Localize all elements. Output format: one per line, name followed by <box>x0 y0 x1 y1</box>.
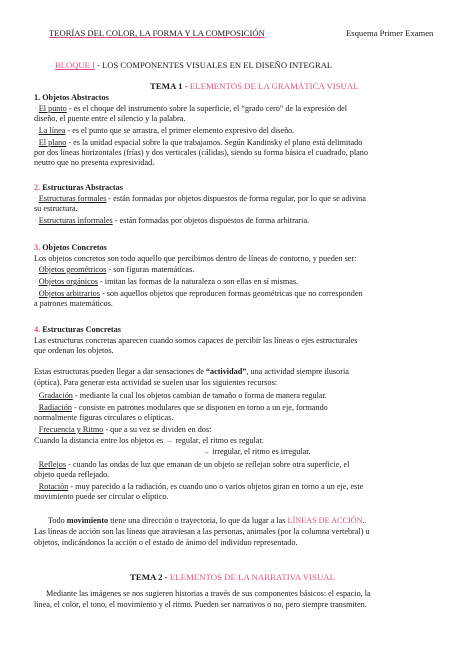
arrow-right-icon: → <box>202 447 211 456</box>
document-header-title: TEORÍAS DEL COLOR, LA FORMA Y LA COMPOSICIÓN <box>49 28 265 38</box>
tema2-heading: TEMA 2 - ELEMENTOS DE LA NARRATIVA VISUAL <box>130 572 336 582</box>
movimiento-line: Todo movimiento tiene una dirección o trayectoria, lo que da lugar a las LÍNEAS DE ACCIÓN. <box>48 516 365 525</box>
plano-line3: neutro que no presenta expresividad. <box>34 158 155 167</box>
radiacion-line2: normalmente figuras circulares o elípticas. <box>34 413 174 422</box>
formales-item: · Estructuras formales - están formadas por objetos dispuestos de forma regular, por lo que se adivina <box>34 194 366 203</box>
arbitrarios-item: · Objetos arbitrarios - son aquellos objetos que reproducen formas geométricas que no corresponden <box>34 289 363 298</box>
tema2-line2: línea, el color, el tono, el movimiento y el ritmo. Pueden ser narrativos o no, pero siempre transmiten. <box>34 600 367 609</box>
actividad-line2: (óptica). Para generar esta actividad se suelen usar los siguientes recursos: <box>34 378 278 387</box>
arbitrarios-line2: a patrones matemáticos. <box>34 299 113 308</box>
irregular-line: → irregular, el ritmo es irregular. <box>202 447 311 456</box>
geometricos-item: · Objetos geométricos - son figuras matemáticas. <box>34 265 195 274</box>
formales-line2: su estructura. <box>34 204 78 213</box>
gradacion-item: · Gradación - mediante la cual los objetos cambian de tamaño o forma de manera regular. <box>34 391 327 400</box>
section-4-intro-line1: Las estructuras concretas aparecen cuando somos capaces de percibir las líneas o ejes estructurales <box>34 336 358 345</box>
tema2-line1: Mediante las imágenes se nos sugieren historias a través de sus componentes básicos: el espacio, la <box>46 589 371 598</box>
arrow-right-icon: → <box>165 436 174 445</box>
linea-item: · La línea - es el punto que se arrastra, el primer elemento expresivo del diseño. <box>34 126 295 135</box>
plano-item: · El plano - es la unidad espacial sobre la que trabajamos. Según Kandinsky el plano está delimitado <box>34 138 363 147</box>
section-4-intro-line2: que ordenan los objetos. <box>34 346 114 355</box>
punto-line2: diseño, el puente entre el silencio y la palabra. <box>34 114 186 123</box>
rotacion-line2: movimiento puede ser circular o elíptico. <box>34 492 169 501</box>
plano-line2: por dos líneas horizontales (frías) y dos verticales (cálidas), siendo su forma básica el cuadrado, plano <box>34 148 368 157</box>
section-3-heading: 3. Objetos Concretos <box>34 243 107 252</box>
section-1-heading: 1. Objetos Abstractos <box>34 93 109 102</box>
informales-item: · Estructuras informales - están formadas por objetos dispuestos de forma arbitraria. <box>34 216 310 225</box>
actividad-line1: Estas estructuras pueden llegar a dar sensaciones de “actividad”, una actividad siempre ilusoria <box>34 367 349 376</box>
organicos-item: · Objetos orgánicos - imitan las formas de la naturaleza o son ellas en sí mismas. <box>34 277 299 286</box>
rotacion-item: · Rotación - muy parecido a la radiación, es cuando uno o varios objetos giran en torno a un eje, este <box>34 482 364 491</box>
tema1-heading: TEMA 1 - ELEMENTOS DE LA GRAMÁTICA VISUAL <box>150 81 359 91</box>
acciones-line1: Las líneas de acción son las líneas que atraviesan a las personas, animales (por la columna vertebral) u <box>34 527 370 536</box>
punto-item: · El punto - es el choque del instrumento sobre la superficie, el “grado cero” de la expresión del <box>34 104 348 113</box>
frecuencia-item: · Frecuencia y Ritmo - que a su vez se dividen en dos: <box>34 425 212 434</box>
section-2-heading: 2. Estructuras Abstractas <box>34 183 123 192</box>
acciones-line2: objetos, indicándonos la acción o el estado de ánimo del individuo representado. <box>34 538 298 547</box>
cuando-line: Cuando la distancia entre los objetos es → regular, el ritmo es regular. <box>34 436 264 445</box>
section-4-heading: 4. Estructuras Concretas <box>34 325 121 334</box>
section-3-intro: Los objetos concretos son todo aquello que percibimos dentro de líneas de contorno, y pueden ser: <box>34 254 357 263</box>
block-title: BLOQUE I - LOS COMPONENTES VISUALES EN EL DISEÑO INTEGRAL <box>55 60 333 70</box>
document-header-right: Esquema Primer Examen <box>346 28 434 38</box>
radiacion-item: · Radiación - consiste en patrones modulares que se disponen en torno a un eje, formando <box>34 403 328 412</box>
reflejos-line2: objeto queda reflejado. <box>34 470 110 479</box>
reflejos-item: · Reflejos - cuando las ondas de luz que emanan de un objeto se reflejan sobre otra superficie, el <box>34 460 350 469</box>
